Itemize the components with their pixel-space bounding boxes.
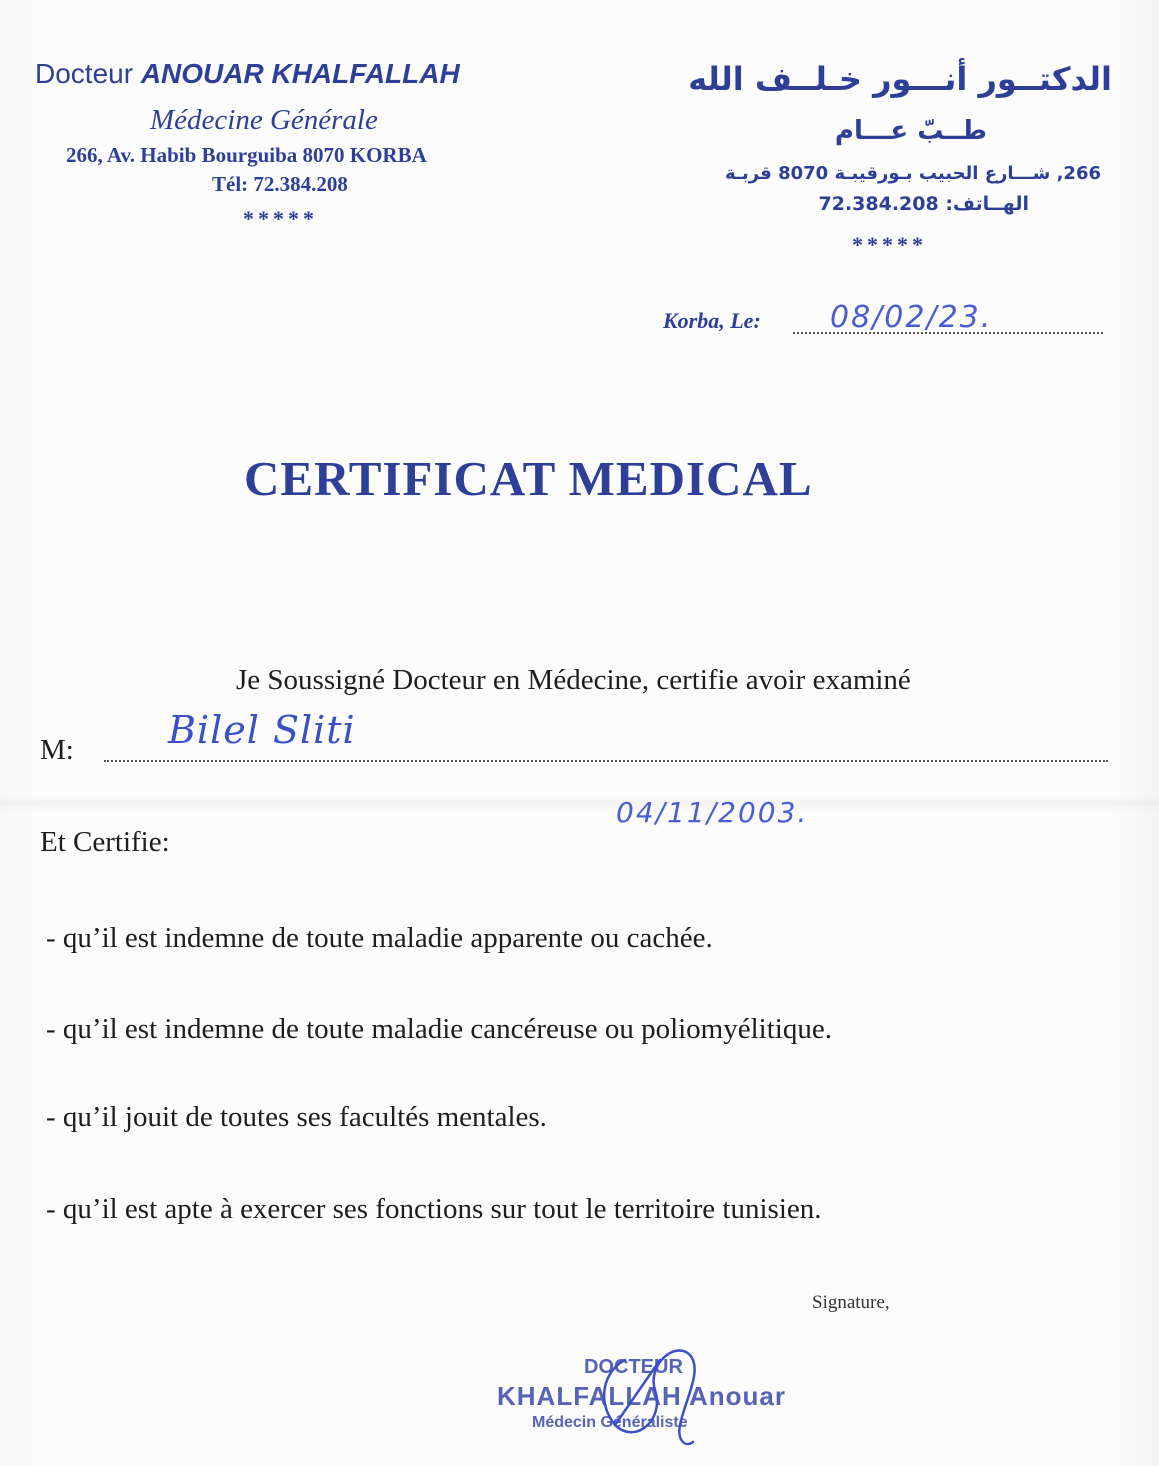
birth-date-handwritten: 04/11/2003. (616, 796, 809, 829)
doctor-tel-fr: Tél: 72.384.208 (212, 172, 348, 196)
certify-label: Et Certifie: (40, 826, 170, 858)
clause-item: - qu’il est indemne de toute maladie cancéreuse ou poliomyélitique. (46, 1013, 832, 1045)
patient-label: M: (40, 734, 74, 766)
intro-text: Je Soussigné Docteur en Médecine, certifie avoir examiné (236, 664, 911, 696)
signature-label: Signature, (812, 1292, 890, 1313)
patient-dotted-line (104, 760, 1108, 762)
doctor-address-ar: 266, شـــارع الحبيب بـورقيبـة 8070 قربـة (724, 163, 1101, 184)
stamp-line-3: Médecin Généraliste (532, 1414, 688, 1431)
stars-right: ***** (852, 232, 927, 257)
clause-item: - qu’il est apte à exercer ses fonctions sur tout le territoire tunisien. (46, 1193, 822, 1225)
handwritten-signature (585, 1330, 735, 1450)
date-value-handwritten: 08/02/23. (830, 300, 993, 335)
doctor-name-fr: Docteur ANOUAR KHALFALLAH (35, 58, 460, 89)
doctor-address-fr: 266, Av. Habib Bourguiba 8070 KORBA (66, 143, 427, 167)
doctor-specialty-ar: طــبّ عـــام (834, 116, 987, 146)
doctor-specialty-fr: Médecine Générale (150, 104, 378, 136)
clause-item: - qu’il est indemne de toute maladie apparente ou cachée. (46, 922, 713, 954)
stars-left: ***** (243, 206, 318, 231)
stamp-line-1: DOCTEUR (584, 1356, 683, 1378)
doctor-tel-ar: الهــاتف: 72.384.208 (818, 193, 1029, 215)
stamp-line-2: KHALFALLAH Anouar (497, 1381, 787, 1411)
clause-item: - qu’il jouit de toutes ses facultés mentales. (46, 1101, 547, 1133)
patient-name-handwritten: Bilel Sliti (168, 708, 356, 752)
document-title: CERTIFICAT MEDICAL (244, 451, 813, 506)
doctor-name-ar: الدكتــور أنـــور خـلــف الله (688, 60, 1112, 98)
date-label: Korba, Le: (663, 308, 761, 333)
